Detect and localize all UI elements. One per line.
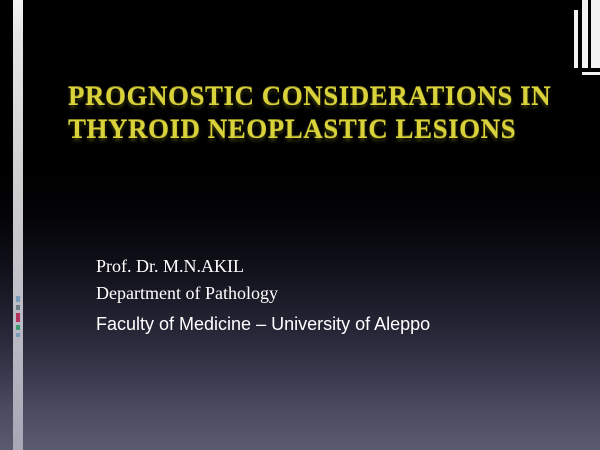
accent-mark [16, 305, 20, 310]
subtitle-block [96, 253, 576, 339]
department-name: Department of Pathology [96, 283, 278, 303]
title-line: THYROID NEOPLASTIC LESIONS [68, 114, 517, 144]
decoration-bar [591, 0, 600, 68]
accent-mark [16, 333, 20, 337]
accent-mark [16, 296, 20, 302]
left-accent-bar [13, 0, 23, 450]
author-name: Prof. Dr. M.N.AKIL [96, 256, 244, 276]
corner-decoration [574, 0, 600, 100]
title-line: PROGNOSTIC CONSIDERATIONS IN [68, 81, 552, 111]
accent-mark [16, 325, 20, 330]
decoration-bar [574, 10, 578, 68]
decoration-bar [582, 0, 588, 68]
decoration-bar [582, 72, 600, 75]
faculty-name: Faculty of Medicine – University of Aleppo [96, 314, 431, 334]
slide-title [68, 80, 568, 146]
accent-mark [16, 313, 20, 322]
accent-bar-marks [15, 296, 21, 340]
